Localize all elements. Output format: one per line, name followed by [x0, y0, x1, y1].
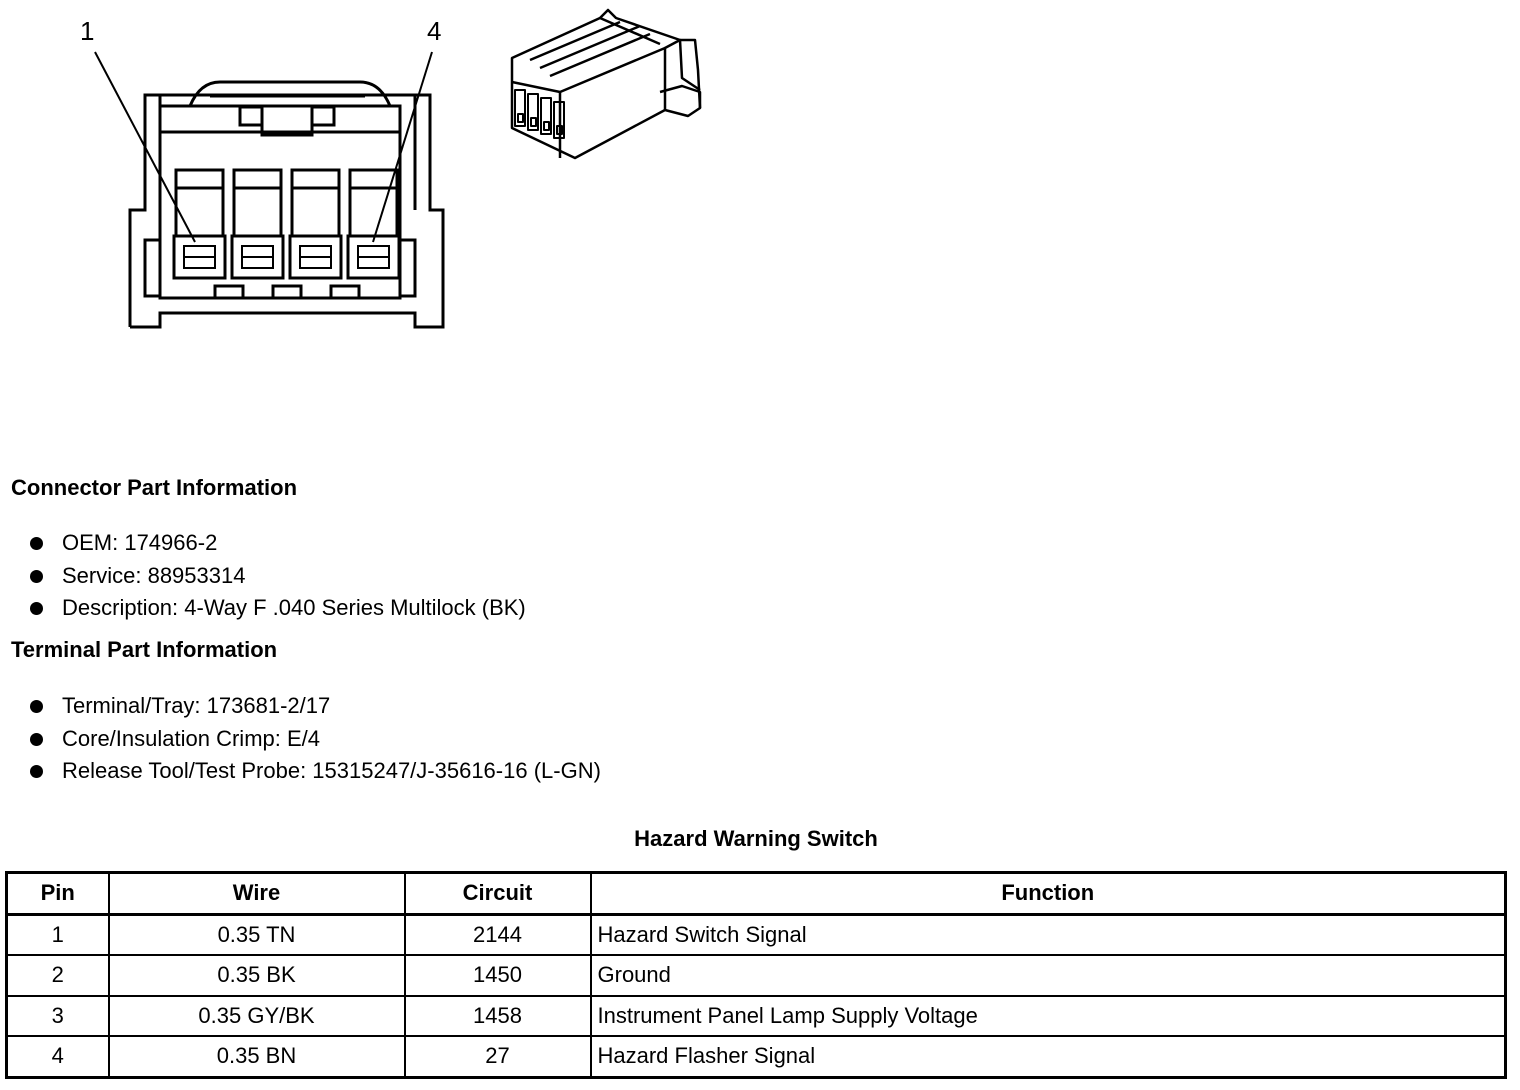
- header-circuit: Circuit: [405, 873, 591, 915]
- connector-face-diagram: [60, 10, 460, 340]
- connector-face-drawing: [60, 10, 460, 340]
- cell-circuit: 27: [405, 1036, 591, 1077]
- terminal-crimp: Core/Insulation Crimp: E/4: [62, 725, 320, 751]
- connector-description: Description: 4-Way F .040 Series Multilock (BK): [62, 595, 526, 620]
- cell-pin: 3: [7, 996, 109, 1037]
- list-item: [28, 755, 601, 788]
- pin-1-label: 1: [80, 16, 95, 46]
- list-item: [28, 592, 526, 625]
- cell-wire: 0.35 TN: [109, 914, 405, 955]
- cell-wire: 0.35 BK: [109, 955, 405, 996]
- list-item: [28, 723, 601, 756]
- cell-circuit: 2144: [405, 914, 591, 955]
- connector-service: Service: 88953314: [62, 562, 246, 588]
- list-item: [28, 690, 601, 723]
- cell-pin: 4: [7, 1036, 109, 1077]
- table-row: [7, 914, 1506, 955]
- terminal-info-list: [28, 690, 601, 788]
- cell-function: Hazard Flasher Signal: [591, 1036, 1506, 1077]
- cell-function: Hazard Switch Signal: [591, 914, 1506, 955]
- bullet-icon: [30, 570, 43, 583]
- header-pin: Pin: [7, 873, 109, 915]
- connector-oem: OEM: 174966-2: [62, 530, 218, 555]
- bullet-icon: [30, 602, 43, 615]
- cell-circuit: 1450: [405, 955, 591, 996]
- cell-circuit: 1458: [405, 996, 591, 1037]
- table-title: Hazard Warning Switch: [634, 826, 878, 851]
- connector-info-title: Connector Part Information: [11, 475, 298, 500]
- terminal-tray: Terminal/Tray: 173681-2/17: [62, 693, 331, 718]
- list-item: [28, 560, 526, 593]
- header-function: Function: [591, 873, 1506, 915]
- table-row: [7, 1036, 1506, 1077]
- cell-wire: 0.35 GY/BK: [109, 996, 405, 1037]
- cell-pin: 1: [7, 914, 109, 955]
- bullet-icon: [30, 537, 43, 550]
- connector-info-list: [28, 527, 526, 625]
- connector-3d-view: [500, 0, 710, 170]
- list-item: [28, 527, 526, 560]
- cell-function: Instrument Panel Lamp Supply Voltage: [591, 996, 1506, 1037]
- table-row: [7, 996, 1506, 1037]
- header-wire: Wire: [109, 873, 405, 915]
- pin-4-label: 4: [427, 16, 442, 46]
- cell-wire: 0.35 BN: [109, 1036, 405, 1077]
- bullet-icon: [30, 765, 43, 778]
- cell-function: Ground: [591, 955, 1506, 996]
- cell-pin: 2: [7, 955, 109, 996]
- connector-3d-drawing: [500, 0, 710, 170]
- terminal-info-title: Terminal Part Information: [11, 637, 278, 662]
- bullet-icon: [30, 700, 43, 713]
- terminal-release-tool: Release Tool/Test Probe: 15315247/J-35616-16 (L-GN): [62, 758, 601, 783]
- pinout-table: [5, 871, 1507, 1079]
- bullet-icon: [30, 733, 43, 746]
- table-row: [7, 955, 1506, 996]
- table-header-row: [7, 873, 1506, 915]
